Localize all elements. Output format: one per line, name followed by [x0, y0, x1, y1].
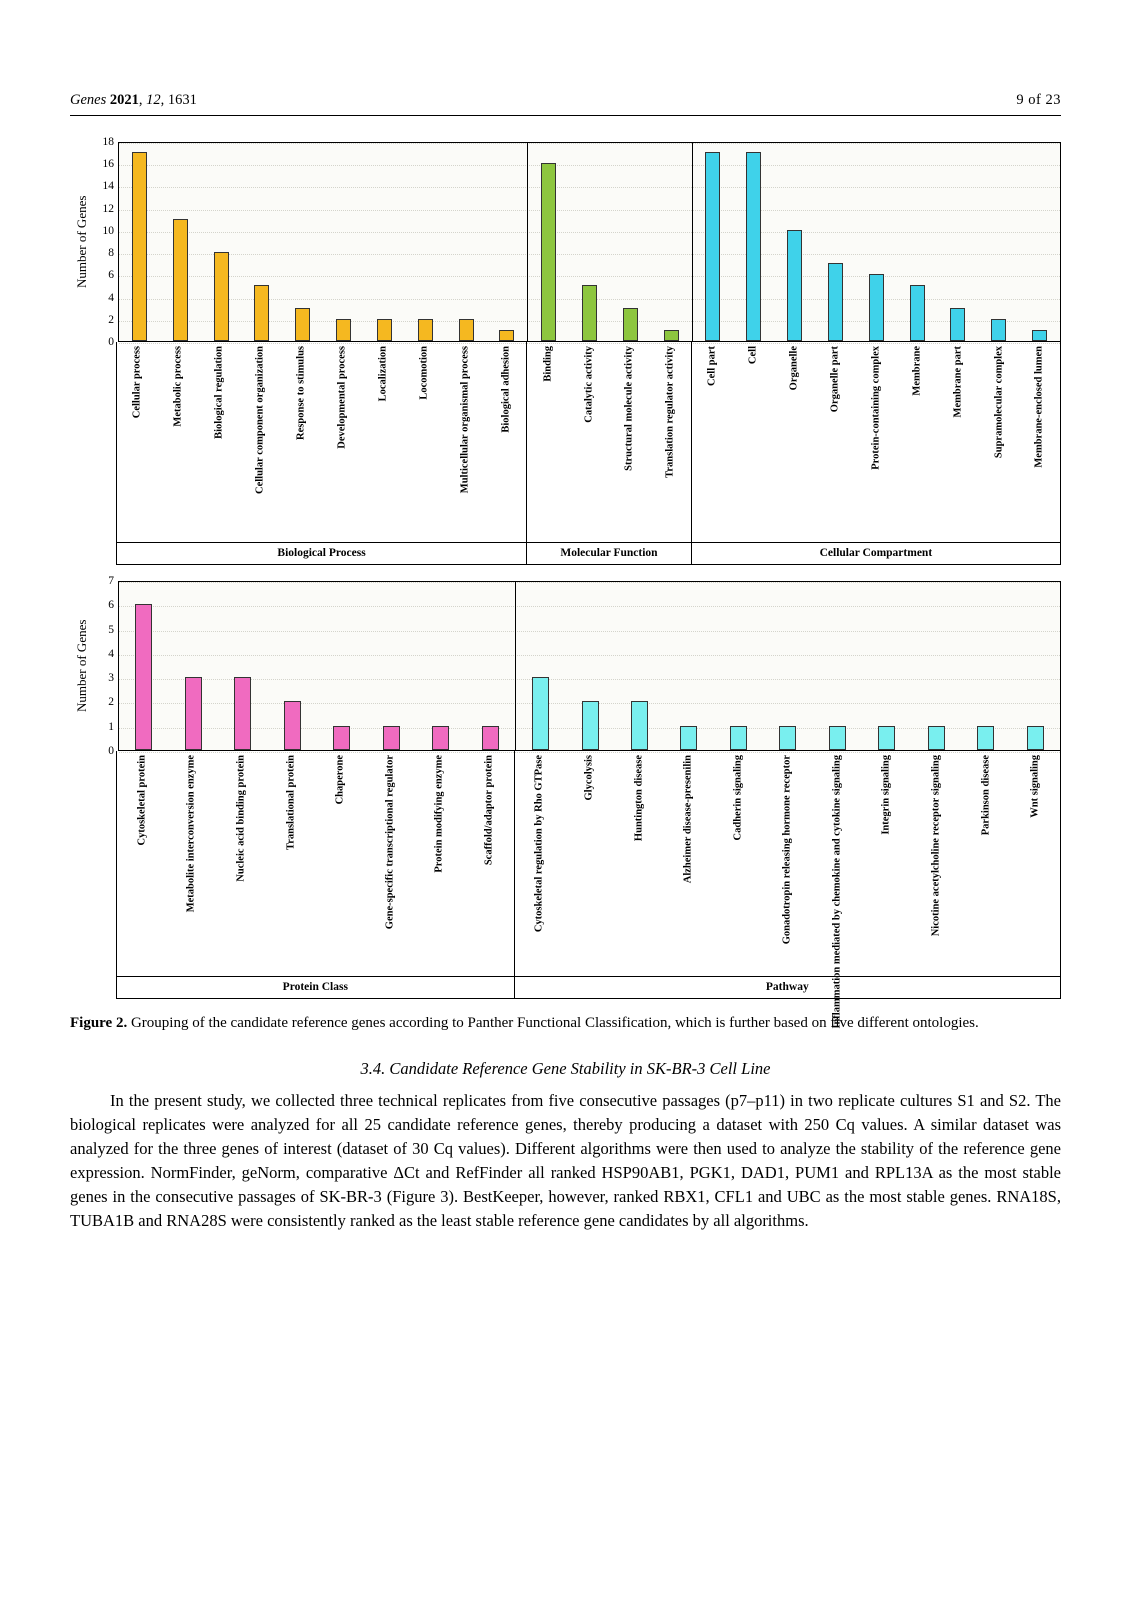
bar	[631, 701, 648, 750]
label-group	[117, 342, 527, 542]
bars-container	[119, 582, 1060, 750]
y-tick-label: 6	[108, 599, 114, 612]
category-label: Cellular component organization	[254, 346, 266, 494]
category-label: Cell	[747, 346, 759, 365]
header-year: 2021	[109, 92, 139, 108]
bar	[869, 274, 884, 341]
chart-top	[70, 136, 1061, 565]
y-tick-label: 8	[108, 247, 114, 260]
bar-slot	[465, 582, 514, 750]
group-name: Cellular Compartment	[692, 543, 1061, 565]
bar-slot	[856, 143, 897, 341]
bar	[664, 330, 679, 341]
bar-slot	[201, 143, 242, 341]
category-label: Membrane	[911, 346, 923, 396]
bar	[1032, 330, 1047, 341]
bar	[928, 726, 945, 750]
category-label: Binding	[542, 346, 554, 382]
category-label-slot	[911, 751, 961, 976]
bar	[977, 726, 994, 750]
body-paragraph: In the present study, we collected three technical replicates from five consecutive passages (p7–p11) in two replicate cultures S1 and S2. The biological replicates were analyzed for all 25 candidate reference genes, thereby producing a dataset with 250 Cq values. A similar dataset was analyzed for the three genes of interest (dataset of 30 Cq values). Different algorithms were then used to analyze the stability of the reference gene expression. NormFinder, geNorm, comparative ΔCt and RefFinder all ranked HSP90AB1, PGK1, DAD1, PUM1 and RPL13A as the most stable genes in the consecutive passages of SK-BR-3 (Figure 3). BestKeeper, however, ranked RBX1, CFL1 and UBC as the most stable genes. RNA18S, TUBA1B and RNA28S were consistently ranked as the least stable reference gene candidates by all algorithms.	[70, 1091, 1061, 1230]
category-label-slot	[663, 751, 713, 976]
bar-slot	[364, 143, 405, 341]
bar	[787, 230, 802, 341]
bar	[336, 319, 351, 341]
y-tick-label: 12	[102, 202, 114, 215]
category-label: Localization	[377, 346, 389, 402]
category-label: Biological adhesion	[500, 346, 512, 433]
category-label-slot	[713, 751, 763, 976]
category-label: Structural molecule activity	[623, 346, 635, 471]
bar	[910, 285, 925, 341]
category-label-slot	[199, 342, 240, 542]
bar	[132, 152, 147, 341]
category-label: Locomotion	[418, 346, 430, 400]
bar-slot	[569, 143, 610, 341]
category-label-slot	[281, 342, 322, 542]
category-label: Organelle	[788, 346, 800, 391]
category-label: Membrane-enclosed lumen	[1033, 346, 1045, 468]
bar	[234, 677, 251, 750]
bar	[582, 701, 599, 750]
category-label: Parkinson disease	[980, 755, 992, 836]
header-article: 1631	[167, 92, 197, 108]
figure-caption	[70, 1013, 1061, 1033]
chart-bottom-ylabel: Number of Genes	[74, 619, 89, 713]
section-heading: 3.4. Candidate Reference Gene Stability in SK-BR-3 Cell Line	[360, 1059, 771, 1079]
y-tick-label: 0	[108, 336, 114, 348]
bar	[705, 152, 720, 341]
page-header	[70, 0, 1061, 116]
group-name: Protein Class	[116, 977, 515, 999]
bar-slot	[1019, 143, 1060, 341]
category-label: Scaffold/adaptor protein	[483, 755, 495, 866]
category-label-slot	[812, 751, 862, 1029]
category-label-slot	[362, 342, 403, 542]
category-label: Translational protein	[285, 755, 297, 850]
category-label: Huntington disease	[633, 755, 645, 842]
bar-group	[119, 582, 516, 750]
category-label-slot	[774, 342, 815, 542]
figure-2	[70, 136, 1061, 1033]
y-tick-label: 2	[108, 313, 114, 326]
category-label: Integrin signaling	[880, 755, 892, 835]
bar	[779, 726, 796, 750]
bar	[746, 152, 761, 341]
bar-slot	[651, 143, 692, 341]
bar-slot	[1010, 582, 1059, 750]
bar-group	[528, 143, 692, 341]
bar	[333, 726, 350, 750]
bar-slot	[119, 143, 160, 341]
bar-slot	[516, 582, 565, 750]
figure-caption-text: Grouping of the candidate reference genes according to Panther Functional Classification, which is further based on five different ontologies.	[127, 1015, 979, 1031]
category-label: Catalytic activity	[583, 346, 594, 423]
chart-top-ylabel: Number of Genes	[74, 195, 89, 289]
bar	[418, 319, 433, 341]
y-tick-label: 7	[108, 575, 114, 587]
header-sep2: ,	[160, 92, 168, 108]
category-label: Metabolic process	[172, 346, 184, 427]
category-label-slot	[978, 342, 1019, 542]
bar-slot	[528, 143, 569, 341]
category-label: Nucleic acid binding protein	[235, 755, 247, 882]
category-label: Cellular process	[131, 346, 143, 419]
bar	[680, 726, 697, 750]
header-sep1: ,	[138, 92, 147, 108]
bar	[499, 330, 514, 341]
label-group	[692, 342, 1060, 542]
category-label: Supramolecular complex	[993, 346, 1005, 459]
category-label: Chaperone	[334, 755, 346, 805]
bar-slot	[938, 143, 979, 341]
category-label: Alzheimer disease-presenilin	[682, 755, 694, 884]
bar-slot	[961, 582, 1010, 750]
category-label-slot	[815, 342, 856, 542]
header-page-number: 9 of 23	[1016, 92, 1061, 108]
label-group	[117, 751, 515, 976]
bar-slot	[912, 582, 961, 750]
bar	[532, 677, 549, 750]
bar	[383, 726, 400, 750]
bar-slot	[486, 143, 527, 341]
category-label: Membrane part	[952, 346, 964, 418]
y-tick-label: 0	[108, 745, 114, 757]
bar-slot	[241, 143, 282, 341]
bar	[482, 726, 499, 750]
bar-slot	[733, 143, 774, 341]
bar	[582, 285, 597, 341]
category-label-slot	[650, 342, 691, 542]
bar-slot	[160, 143, 201, 341]
y-tick-label: 4	[108, 647, 114, 660]
chart-bottom-plot-area	[118, 581, 1061, 751]
category-label: Metabolite interconversion enzyme	[185, 755, 197, 913]
bar	[185, 677, 202, 750]
category-label-slot	[692, 342, 733, 542]
header-citation: Genes 2021, 12, 1631	[70, 92, 197, 108]
bar	[878, 726, 895, 750]
category-label-slot	[733, 342, 774, 542]
category-label-slot	[568, 342, 609, 542]
category-label-slot	[266, 751, 316, 976]
bar	[135, 604, 152, 750]
bar	[730, 726, 747, 750]
category-label: Translation regulator activity	[664, 346, 676, 478]
category-label: Response to stimulus	[295, 346, 307, 440]
y-tick-label: 10	[102, 224, 114, 237]
y-tick-label: 14	[102, 180, 114, 193]
category-label-slot	[515, 751, 565, 976]
category-label-slot	[485, 342, 526, 542]
chart-top-category-labels	[116, 342, 1061, 542]
category-label-slot	[1019, 342, 1060, 542]
y-tick-label: 4	[108, 291, 114, 304]
category-label-slot	[444, 342, 485, 542]
bar-slot	[218, 582, 267, 750]
category-label: Cytoskeletal regulation by Rho GTPase	[533, 755, 545, 933]
category-label-slot	[855, 342, 896, 542]
bar	[173, 219, 188, 341]
category-label: Protein-containing complex	[870, 346, 882, 470]
bar-group	[693, 143, 1060, 341]
category-label-slot	[1010, 751, 1060, 976]
y-tick-label: 5	[108, 623, 114, 636]
category-label-slot	[464, 751, 514, 976]
y-tick-label: 1	[108, 720, 114, 733]
category-label-slot	[240, 342, 281, 542]
bar	[254, 285, 269, 341]
bar-slot	[813, 582, 862, 750]
category-label-slot	[527, 342, 568, 542]
bar-slot	[615, 582, 664, 750]
chart-bottom-yaxis-ticks	[92, 575, 118, 757]
y-tick-label: 16	[102, 158, 114, 171]
bar	[459, 319, 474, 341]
header-volume: 12	[146, 92, 161, 108]
bar-slot	[693, 143, 734, 341]
category-label-slot	[158, 342, 199, 542]
bar-slot	[714, 582, 763, 750]
bar-slot	[664, 582, 713, 750]
bar-slot	[815, 143, 856, 341]
bar-slot	[416, 582, 465, 750]
bar-slot	[978, 143, 1019, 341]
bar-group	[516, 582, 1060, 750]
bar	[432, 726, 449, 750]
category-label-slot	[961, 751, 1011, 976]
bar	[950, 308, 965, 341]
category-label-slot	[216, 751, 266, 976]
category-label-slot	[315, 751, 365, 976]
category-label-slot	[322, 342, 363, 542]
bar	[829, 726, 846, 750]
bar	[991, 319, 1006, 341]
category-label-slot	[614, 751, 664, 976]
bar-slot	[366, 582, 415, 750]
bar-slot	[168, 582, 217, 750]
category-label: Inflammation mediated by chemokine and cytokine signaling	[831, 755, 843, 1029]
bar	[623, 308, 638, 341]
category-label-slot	[117, 751, 167, 976]
y-tick-label: 2	[108, 696, 114, 709]
category-label: Biological regulation	[213, 346, 225, 439]
category-label-slot	[167, 751, 217, 976]
category-label: Protein modifying enzyme	[433, 755, 445, 873]
category-label-slot	[937, 342, 978, 542]
y-tick-label: 18	[102, 136, 114, 148]
bar-slot	[862, 582, 911, 750]
category-label: Gonadotropin releasing hormone receptor	[781, 755, 793, 945]
category-label: Developmental process	[336, 346, 348, 449]
chart-bottom-group-labels	[116, 976, 1061, 999]
bar-slot	[446, 143, 487, 341]
category-label-slot	[564, 751, 614, 976]
bar-slot	[282, 143, 323, 341]
bar-group	[119, 143, 528, 341]
category-label: Multicellular organismal process	[459, 346, 471, 494]
category-label-slot	[403, 342, 444, 542]
category-label-slot	[862, 751, 912, 976]
bar-slot	[405, 143, 446, 341]
category-label: Glycolysis	[583, 755, 595, 801]
y-tick-label: 6	[108, 269, 114, 282]
category-label: Cadherin signaling	[732, 755, 744, 841]
bar-slot	[774, 143, 815, 341]
group-name: Molecular Function	[527, 543, 692, 565]
chart-top-plot-area	[118, 142, 1061, 342]
bar-slot	[897, 143, 938, 341]
bar	[214, 252, 229, 341]
group-name: Biological Process	[116, 543, 527, 565]
category-label: Organelle part	[829, 346, 841, 413]
category-label: Wnt signaling	[1029, 755, 1041, 818]
bar	[1027, 726, 1044, 750]
bar	[541, 163, 556, 341]
bar-slot	[565, 582, 614, 750]
label-group	[527, 342, 692, 542]
bar-slot	[317, 582, 366, 750]
bar-slot	[610, 143, 651, 341]
category-label: Cell part	[706, 346, 718, 386]
category-label-slot	[414, 751, 464, 976]
figure-caption-label: Figure 2.	[70, 1015, 128, 1031]
bars-container	[119, 143, 1060, 341]
bar	[828, 263, 843, 341]
chart-top-group-labels	[116, 542, 1061, 565]
category-label: Cytoskeletal protein	[136, 755, 148, 846]
category-label-slot	[609, 342, 650, 542]
bar-slot	[763, 582, 812, 750]
y-tick-label: 3	[108, 672, 114, 685]
category-label-slot	[763, 751, 813, 976]
bar-slot	[267, 582, 316, 750]
category-label: Gene-specific transcriptional regulator	[384, 755, 396, 930]
category-label: Nicotine acetylcholine receptor signaling	[930, 755, 942, 937]
bar-slot	[119, 582, 168, 750]
group-name: Pathway	[515, 977, 1061, 999]
category-label-slot	[365, 751, 415, 976]
bar	[377, 319, 392, 341]
chart-top-yaxis-ticks	[92, 136, 118, 348]
bar-slot	[323, 143, 364, 341]
bar	[284, 701, 301, 750]
bar	[295, 308, 310, 341]
category-label-slot	[896, 342, 937, 542]
category-label-slot	[117, 342, 158, 542]
